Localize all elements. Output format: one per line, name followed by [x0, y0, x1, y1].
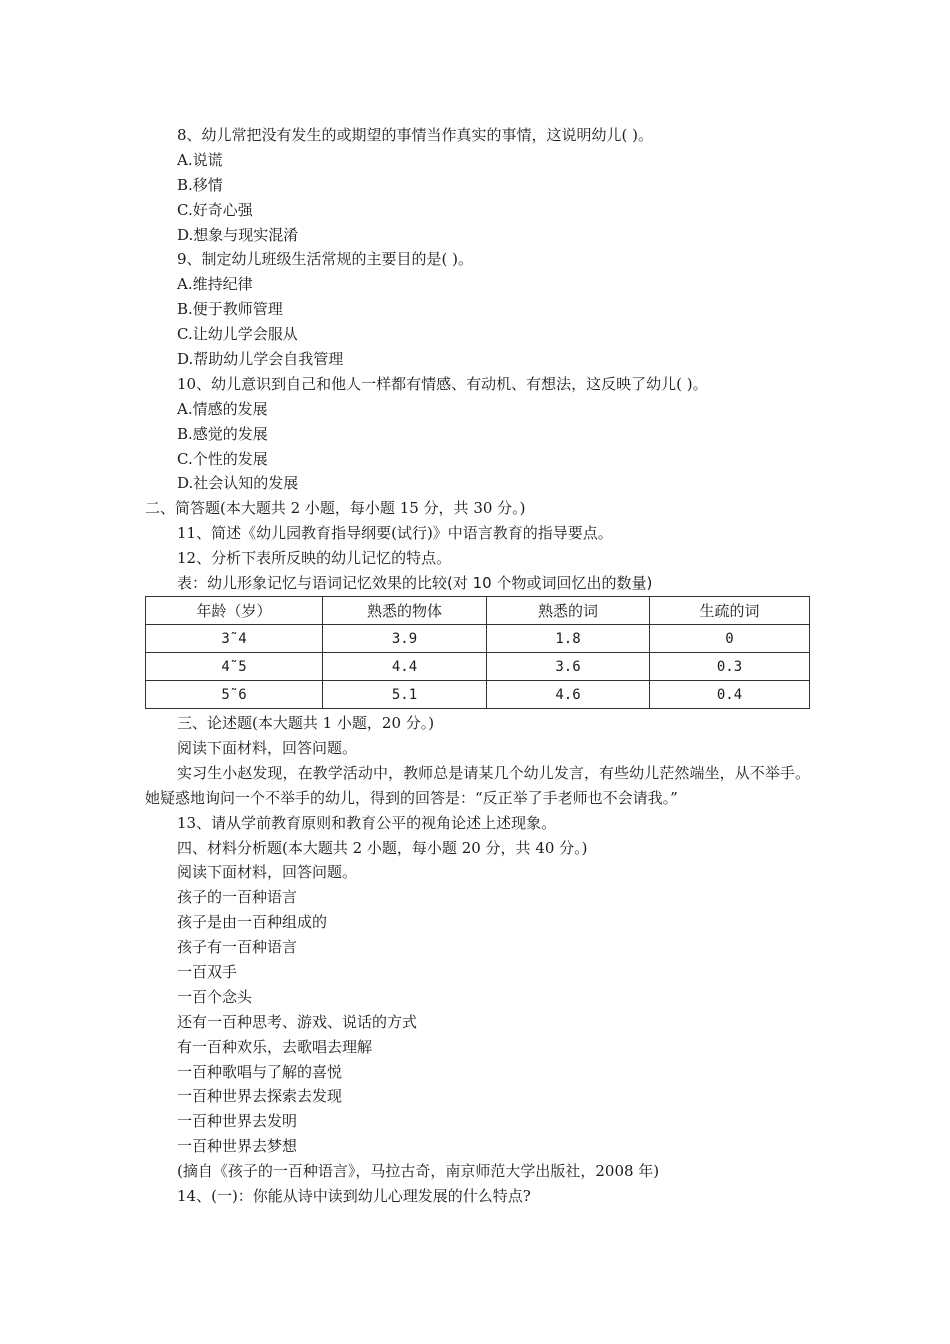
question-10-stem: 10、幼儿意识到自己和他人一样都有情感、有动机、有想法，这反映了幼儿( )。: [177, 374, 708, 393]
question-8-option-a: A.说谎: [177, 150, 223, 169]
table-row: [146, 653, 810, 681]
poem-line: 孩子有一百种语言: [177, 938, 298, 957]
question-9-option-b: B.便于教师管理: [177, 300, 283, 319]
table-cell: 4.6: [487, 681, 650, 709]
table-cell: 0.4: [650, 681, 810, 709]
question-10-option-c: C.个性的发展: [177, 449, 268, 468]
question-11: 11、简述《幼儿园教育指导纲要(试行)》中语言教育的指导要点。: [177, 524, 613, 543]
table-cell: 4.4: [323, 653, 487, 681]
table-cell: 3.9: [323, 625, 487, 653]
table-cell: 1.8: [487, 625, 650, 653]
table-cell: 5.1: [323, 681, 487, 709]
table-row: [146, 625, 810, 653]
exam-content: [145, 123, 810, 1209]
section-3-heading: 三、论述题(本大题共 1 小题，20 分。): [177, 714, 435, 733]
poem-line: 一百种世界去梦想: [177, 1137, 298, 1156]
question-9-option-c: C.让幼儿学会服从: [177, 325, 298, 344]
question-8-option-d: D.想象与现实混淆: [177, 225, 299, 244]
poem-line: 一百种歌唱与了解的喜悦: [177, 1062, 343, 1081]
question-12: 12、分析下表所反映的幼儿记忆的特点。: [177, 549, 452, 568]
poem: [145, 885, 810, 1159]
section-3-intro: 阅读下面材料，回答问题。: [177, 738, 358, 757]
table-cell: 3˜4: [146, 625, 323, 653]
poem-line: 一百种世界去探索去发现: [177, 1087, 343, 1106]
question-9-option-d: D.帮助幼儿学会自我管理: [177, 350, 344, 369]
section-2-heading: 二、简答题(本大题共 2 小题，每小题 15 分，共 30 分。): [145, 499, 526, 518]
question-10-option-a: A.情感的发展: [177, 399, 268, 418]
table-header-row: [146, 597, 810, 625]
question-10-option-d: D.社会认知的发展: [177, 474, 299, 493]
question-10-option-b: B.感觉的发展: [177, 424, 268, 443]
table-header-age: 年龄（岁）: [146, 597, 323, 625]
poem-line: 还有一百种思考、游戏、说话的方式: [177, 1012, 418, 1031]
poem-line: 孩子的一百种语言: [177, 888, 298, 907]
poem-source: (摘自《孩子的一百种语言》，马拉古奇，南京师范大学出版社，2008 年): [177, 1162, 660, 1181]
table-cell: 0: [650, 625, 810, 653]
section-4-intro: 阅读下面材料，回答问题。: [177, 863, 358, 882]
question-8-option-b: B.移情: [177, 175, 223, 194]
memory-comparison-table: [145, 596, 810, 709]
question-8-option-c: C.好奇心强: [177, 200, 253, 219]
section-4-heading: 四、材料分析题(本大题共 2 小题，每小题 20 分，共 40 分。): [177, 838, 588, 857]
table-cell: 5˜6: [146, 681, 323, 709]
table-cell: 4˜5: [146, 653, 323, 681]
question-8-stem: 8、幼儿常把没有发生的或期望的事情当作真实的事情，这说明幼儿( )。: [177, 126, 654, 144]
poem-line: 有一百种欢乐，去歌唱去理解: [177, 1037, 373, 1056]
poem-line: 一百种世界去发明: [177, 1112, 298, 1131]
question-13: 13、请从学前教育原则和教育公平的视角论述上述现象。: [177, 813, 557, 832]
poem-line: 一百个念头: [177, 987, 253, 1006]
table-cell: 0.3: [650, 653, 810, 681]
poem-line: 一百双手: [177, 962, 238, 981]
table-row: [146, 681, 810, 709]
section-3-material: 实习生小赵发现，在教学活动中，教师总是请某几个幼儿发言，有些幼儿茫然端坐，从不举手。她疑惑地询问一个不举手的幼儿，得到的回答是：“反正举了手老师也不会请我。”: [145, 763, 810, 807]
question-9-stem: 9、制定幼儿班级生活常规的主要目的是( )。: [177, 250, 474, 269]
table-header-familiar-words: 熟悉的词: [487, 597, 650, 625]
table-header-unfamiliar-words: 生疏的词: [650, 597, 810, 625]
table-caption: 表：幼儿形象记忆与语词记忆效果的比较(对 10 个物或词回忆出的数量): [177, 574, 653, 593]
poem-line: 孩子是由一百种组成的: [177, 913, 328, 932]
question-9-option-a: A.维持纪律: [177, 275, 253, 294]
table-cell: 3.6: [487, 653, 650, 681]
question-14: 14、(一)：你能从诗中读到幼儿心理发展的什么特点?: [177, 1186, 531, 1205]
table-header-familiar-objects: 熟悉的物体: [323, 597, 487, 625]
